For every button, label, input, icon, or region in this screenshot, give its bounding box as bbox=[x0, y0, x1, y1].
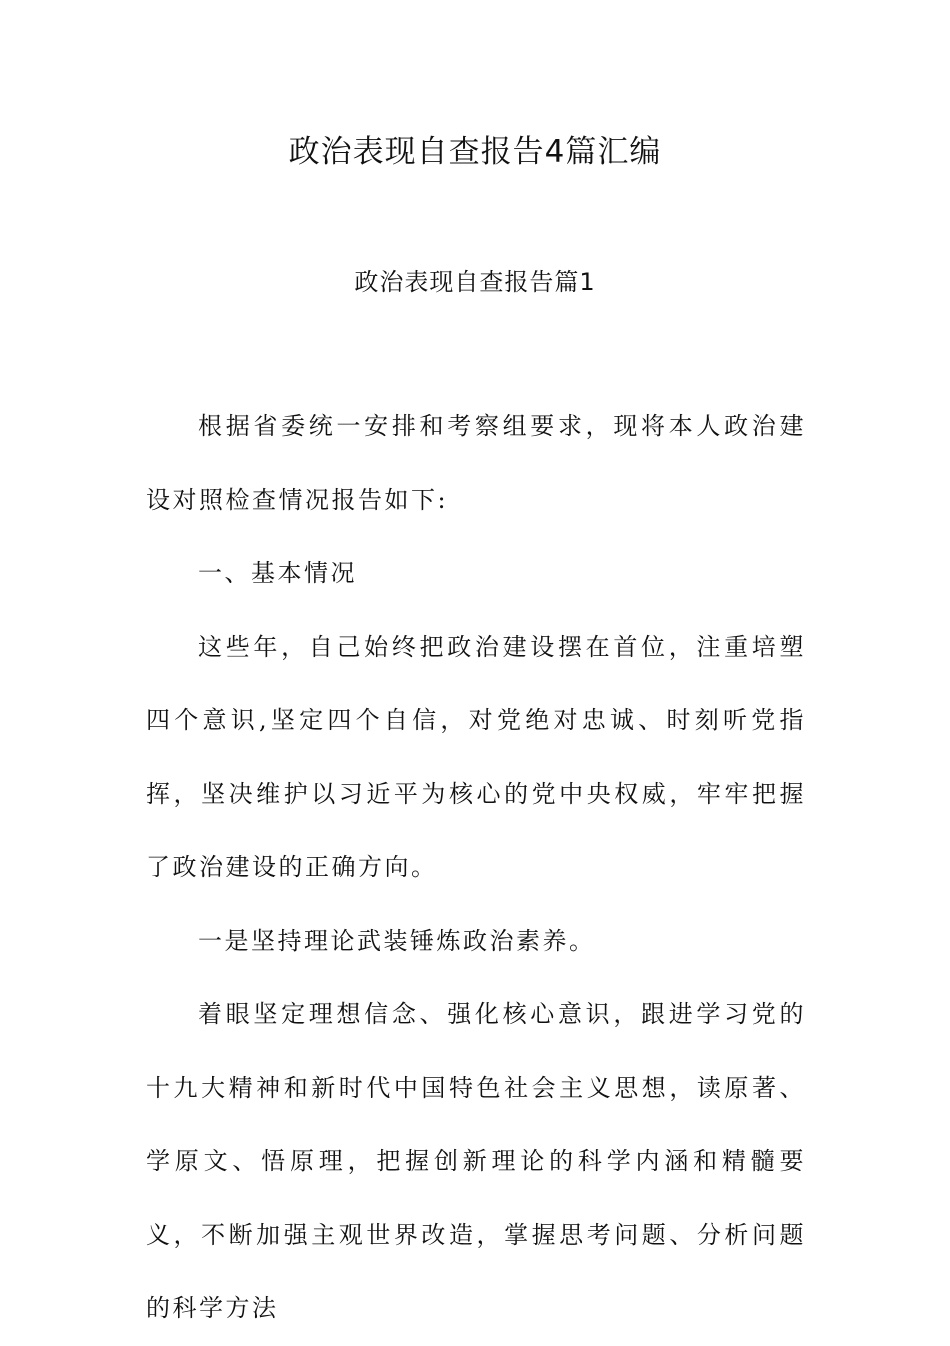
body-paragraph: 这些年，自己始终把政治建设摆在首位，注重培塑四个意识,坚定四个自信，对党绝对忠诚、时刻听党指挥，坚决维护以习近平为核心的党中央权威，牢牢把握了政治建设的正确方向。 bbox=[146, 632, 806, 881]
body-paragraph: 根据省委统一安排和考察组要求，现将本人政治建设对照检查情况报告如下: bbox=[146, 412, 806, 514]
document-title: 政治表现自查报告4篇汇编 bbox=[288, 134, 662, 170]
section-title: 政治表现自查报告篇1 bbox=[354, 268, 596, 296]
body-paragraph: 一、基本情况 bbox=[198, 559, 357, 587]
body-paragraph: 着眼坚定理想信念、强化核心意识，跟进学习党的十九大精神和新时代中国特色社会主义思想，读原著、学原文、悟原理，把握创新理论的科学内涵和精髓要义，不断加强主观世界改造，掌握思考问题、分析问题的科学方法 bbox=[146, 1000, 806, 1322]
document-body bbox=[146, 390, 806, 1346]
body-paragraph: 一是坚持理论武装锤炼政治素养。 bbox=[198, 926, 596, 955]
